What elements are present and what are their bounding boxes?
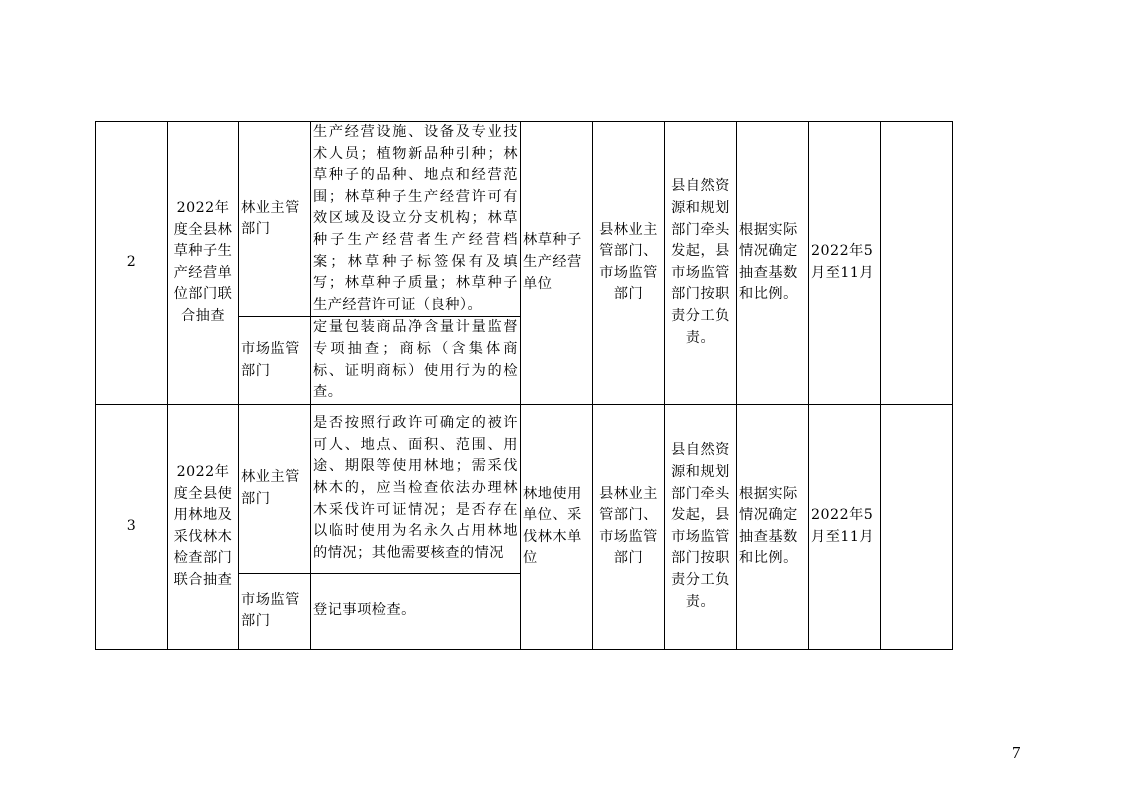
remark-cell [881, 122, 953, 405]
sampling-ratio: 根据实际情况确定抽查基数和比例。 [737, 404, 809, 649]
inspection-object: 林地使用单位、采伐林木单位 [521, 404, 593, 649]
task-name: 2022年度全县使用林地及采伐林木检查部门联合抽查 [168, 404, 239, 649]
inspection-items-market: 登记事项检查。 [311, 573, 521, 649]
inspection-time: 2022年5月至11月 [809, 122, 881, 405]
page-number: 7 [1012, 743, 1021, 762]
remark-cell [881, 404, 953, 649]
inspection-items-forestry: 是否按照行政许可确定的被许可人、地点、面积、范围、用途、期限等使用林地；需采伐林木的，应当检查依法办理林木采伐许可证情况；是否存在以临时使用为名永久占用林地的情况；其他需要核查的情况 [311, 404, 521, 573]
department-market: 市场监管部门 [239, 317, 311, 404]
row-number: 3 [96, 404, 168, 649]
table-row [96, 122, 953, 317]
department-forestry: 林业主管部门 [239, 404, 311, 573]
inspection-schedule-table [95, 121, 953, 650]
division-of-responsibility: 县自然资源和规划部门牵头发起，县市场监管部门按职责分工负责。 [665, 122, 737, 405]
department-forestry: 林业主管部门 [239, 122, 311, 317]
task-name: 2022年度全县林草种子生产经营单位部门联合抽查 [168, 122, 239, 405]
division-of-responsibility: 县自然资源和规划部门牵头发起，县市场监管部门按职责分工负责。 [665, 404, 737, 649]
launching-departments: 县林业主管部门、市场监管部门 [593, 404, 665, 649]
department-market: 市场监管部门 [239, 573, 311, 649]
launching-departments: 县林业主管部门、市场监管部门 [593, 122, 665, 405]
sampling-ratio: 根据实际情况确定抽查基数和比例。 [737, 122, 809, 405]
row-number: 2 [96, 122, 168, 405]
inspection-items-market: 定量包装商品净含量计量监督专项抽查；商标（含集体商标、证明商标）使用行为的检查。 [311, 317, 521, 404]
inspection-items-forestry: 生产经营设施、设备及专业技术人员；植物新品种引种；林草种子的品种、地点和经营范围；林草种子生产经营许可有效区域及设立分支机构；林草种子生产经营者生产经营档案；林草种子标签保有及填写；林草种子质量；林草种子生产经营许可证（良种）。 [311, 122, 521, 317]
inspection-time: 2022年5月至11月 [809, 404, 881, 649]
table-row [96, 404, 953, 573]
inspection-object: 林草种子生产经营单位 [521, 122, 593, 405]
